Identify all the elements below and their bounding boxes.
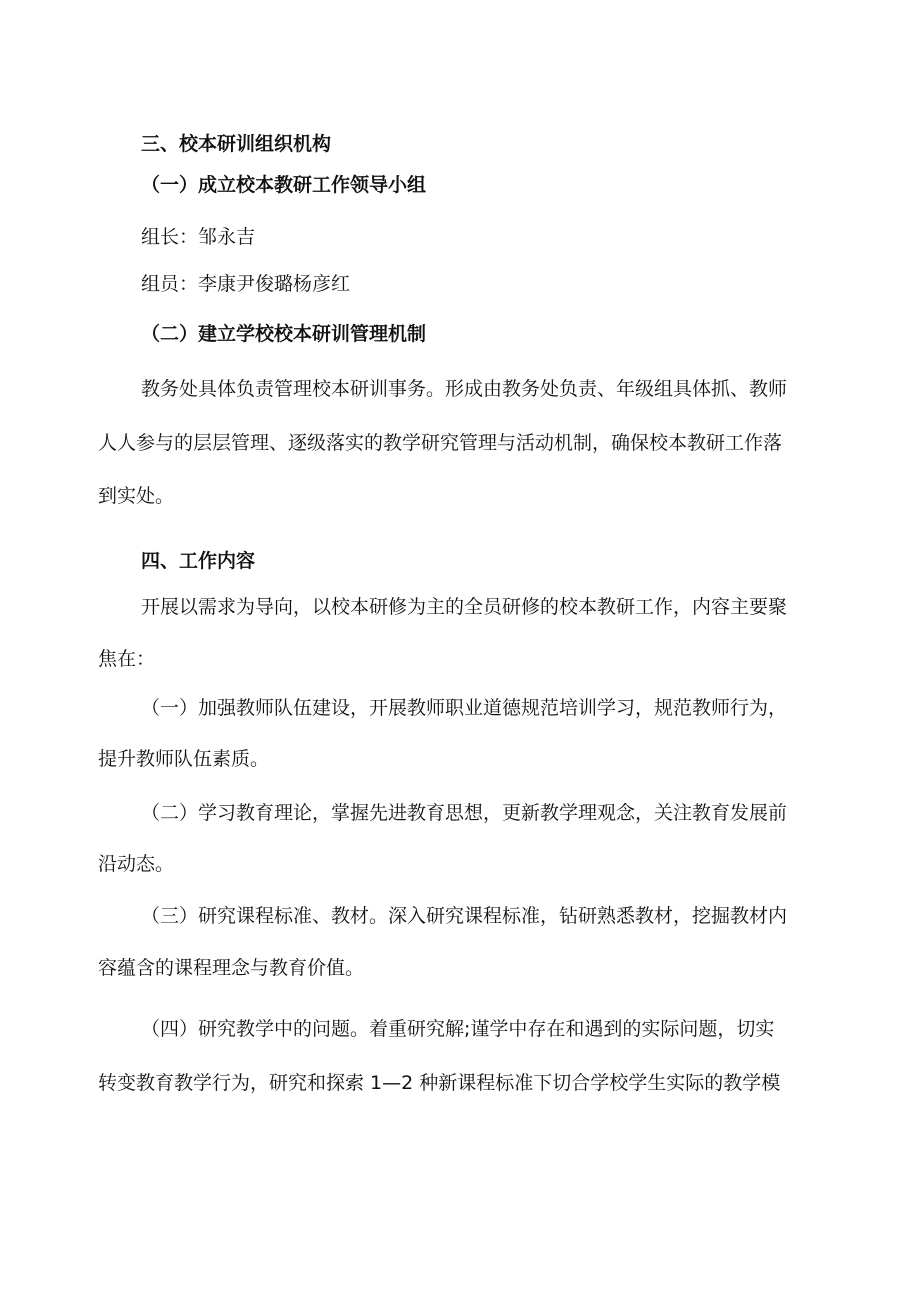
subsection-2-heading: （二）建立学校校本研训管理机制 bbox=[141, 323, 427, 345]
list-item-line: 沿动态。 bbox=[98, 853, 175, 875]
paragraph-line: 开展以需求为导向，以校本研修为主的全员研修的校本教研工作，内容主要聚 bbox=[141, 596, 788, 618]
section-3-heading: 三、校本研训组织机构 bbox=[141, 133, 332, 155]
paragraph-line: 到实处。 bbox=[98, 485, 175, 507]
list-item-line: 容蕴含的课程理念与教育价值。 bbox=[98, 957, 365, 979]
list-item-line: （三）研究课程标准、教材。深入研究课程标准，钻研熟悉教材，挖掘教材内 bbox=[141, 905, 788, 927]
list-item-line: （四）研究教学中的问题。着重研究解;谨学中存在和遇到的实际问题，切实 bbox=[141, 1018, 775, 1040]
group-leader: 组长：邹永吉 bbox=[141, 226, 256, 248]
section-4-heading: 四、工作内容 bbox=[141, 550, 256, 572]
list-item-line: 提升教师队伍素质。 bbox=[98, 748, 270, 770]
group-members: 组员：李康尹俊璐杨彦红 bbox=[141, 273, 351, 295]
list-item-line: 转变教育教学行为，研究和探索 1—2 种新课程标准下切合学校学生实际的教学模 bbox=[98, 1072, 781, 1094]
list-item-line: （一）加强教师队伍建设，开展教师职业道德规范培训学习，规范教师行为， bbox=[141, 697, 788, 719]
list-item-line: （二）学习教育理论，掌握先进教育思想，更新教学理观念，关注教育发展前 bbox=[141, 802, 788, 824]
paragraph-line: 教务处具体负责管理校本研训事务。形成由教务处负责、年级组具体抓、教师 bbox=[141, 378, 788, 400]
paragraph-line: 人人参与的层层管理、逐级落实的教学研究管理与活动机制，确保校本教研工作落 bbox=[98, 432, 783, 454]
subsection-1-heading: （一）成立校本教研工作领导小组 bbox=[141, 174, 427, 196]
paragraph-line: 焦在： bbox=[98, 648, 156, 670]
